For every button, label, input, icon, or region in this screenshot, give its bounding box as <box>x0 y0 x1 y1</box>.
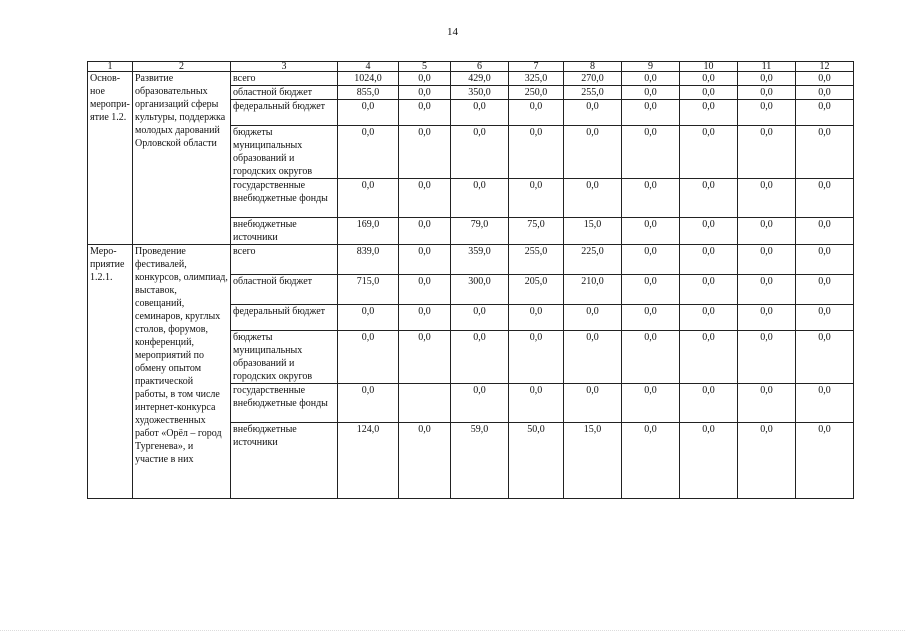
value-cell: 0,0 <box>564 384 622 423</box>
value-cell: 205,0 <box>509 275 564 305</box>
funding-source: внебюджетные источники <box>231 218 338 245</box>
value-cell: 0,0 <box>451 331 509 384</box>
value-cell: 0,0 <box>738 218 796 245</box>
activity-title: Проведение фестивалей, конкурсов, олимпиад, выставок, совещаний, семинаров, круглых столов, форумов, конференций, мероприятий по обмену опытом практической работы, в том числе интернет-конкурса художественных работ «Орёл – город Тургенева», и участие в них <box>133 245 231 499</box>
value-cell: 0,0 <box>680 245 738 275</box>
value-cell: 0,0 <box>399 179 451 218</box>
value-cell: 0,0 <box>399 423 451 499</box>
value-cell: 0,0 <box>680 100 738 126</box>
column-header: 11 <box>738 62 796 72</box>
column-header: 2 <box>133 62 231 72</box>
value-cell: 0,0 <box>399 275 451 305</box>
value-cell: 325,0 <box>509 72 564 86</box>
value-cell: 0,0 <box>738 179 796 218</box>
value-cell: 0,0 <box>738 384 796 423</box>
value-cell: 715,0 <box>338 275 399 305</box>
value-cell: 0,0 <box>680 275 738 305</box>
value-cell: 0,0 <box>564 179 622 218</box>
value-cell: 0,0 <box>509 100 564 126</box>
value-cell: 0,0 <box>738 305 796 331</box>
value-cell: 15,0 <box>564 218 622 245</box>
value-cell: 0,0 <box>680 384 738 423</box>
value-cell: 0,0 <box>796 245 854 275</box>
column-header: 3 <box>231 62 338 72</box>
value-cell: 0,0 <box>338 331 399 384</box>
funding-source: государственные внебюджетные фонды <box>231 179 338 218</box>
activity-code: Меро-приятие 1.2.1. <box>88 245 133 499</box>
value-cell: 0,0 <box>680 126 738 179</box>
value-cell: 0,0 <box>338 384 399 423</box>
value-cell: 0,0 <box>796 218 854 245</box>
value-cell: 255,0 <box>564 86 622 100</box>
value-cell: 0,0 <box>622 100 680 126</box>
column-header: 4 <box>338 62 399 72</box>
table-row <box>88 245 854 275</box>
value-cell: 0,0 <box>399 100 451 126</box>
funding-source: внебюджетные источники <box>231 423 338 499</box>
column-header: 9 <box>622 62 680 72</box>
value-cell: 0,0 <box>622 218 680 245</box>
value-cell: 0,0 <box>509 305 564 331</box>
funding-source: областной бюджет <box>231 275 338 305</box>
value-cell: 0,0 <box>796 86 854 100</box>
page-number: 14 <box>447 26 458 38</box>
value-cell: 429,0 <box>451 72 509 86</box>
value-cell: 1024,0 <box>338 72 399 86</box>
value-cell: 0,0 <box>399 245 451 275</box>
value-cell: 0,0 <box>509 384 564 423</box>
value-cell: 0,0 <box>622 275 680 305</box>
value-cell: 0,0 <box>796 126 854 179</box>
value-cell: 0,0 <box>738 126 796 179</box>
value-cell: 0,0 <box>622 331 680 384</box>
column-header: 8 <box>564 62 622 72</box>
value-cell: 0,0 <box>564 305 622 331</box>
column-header: 12 <box>796 62 854 72</box>
value-cell: 0,0 <box>399 331 451 384</box>
funding-source: всего <box>231 72 338 86</box>
table-row <box>88 72 854 86</box>
activity-title: Развитие образовательных организаций сферы культуры, поддержка молодых дарований Орловской области <box>133 72 231 245</box>
value-cell: 0,0 <box>738 72 796 86</box>
value-cell: 0,0 <box>451 126 509 179</box>
activity-code: Основ-ное меропри-ятие 1.2. <box>88 72 133 245</box>
value-cell: 15,0 <box>564 423 622 499</box>
value-cell: 350,0 <box>451 86 509 100</box>
funding-source: федеральный бюджет <box>231 305 338 331</box>
value-cell: 0,0 <box>738 100 796 126</box>
value-cell: 0,0 <box>451 100 509 126</box>
value-cell: 0,0 <box>680 179 738 218</box>
value-cell: 0,0 <box>451 305 509 331</box>
value-cell: 0,0 <box>622 179 680 218</box>
value-cell: 0,0 <box>796 72 854 86</box>
value-cell: 0,0 <box>680 218 738 245</box>
column-header: 6 <box>451 62 509 72</box>
value-cell: 0,0 <box>509 126 564 179</box>
funding-source: бюджеты муниципальных образований и городских округов <box>231 331 338 384</box>
value-cell: 0,0 <box>680 331 738 384</box>
value-cell: 0,0 <box>509 331 564 384</box>
value-cell: 0,0 <box>622 305 680 331</box>
value-cell: 0,0 <box>796 179 854 218</box>
value-cell: 0,0 <box>738 245 796 275</box>
value-cell: 0,0 <box>451 179 509 218</box>
value-cell: 0,0 <box>622 245 680 275</box>
value-cell: 359,0 <box>451 245 509 275</box>
funding-source: государственные внебюджетные фонды <box>231 384 338 423</box>
value-cell: 79,0 <box>451 218 509 245</box>
value-cell: 255,0 <box>509 245 564 275</box>
value-cell: 124,0 <box>338 423 399 499</box>
value-cell: 300,0 <box>451 275 509 305</box>
value-cell: 0,0 <box>796 275 854 305</box>
value-cell: 250,0 <box>509 86 564 100</box>
value-cell: 0,0 <box>338 305 399 331</box>
value-cell: 0,0 <box>680 305 738 331</box>
funding-source: федеральный бюджет <box>231 100 338 126</box>
value-cell: 0,0 <box>622 72 680 86</box>
value-cell: 0,0 <box>338 126 399 179</box>
value-cell: 0,0 <box>399 218 451 245</box>
column-header: 1 <box>88 62 133 72</box>
value-cell: 270,0 <box>564 72 622 86</box>
value-cell: 0,0 <box>399 86 451 100</box>
funding-source: всего <box>231 245 338 275</box>
value-cell: 0,0 <box>564 331 622 384</box>
value-cell: 0,0 <box>680 86 738 100</box>
value-cell: 210,0 <box>564 275 622 305</box>
value-cell: 0,0 <box>451 384 509 423</box>
value-cell: 75,0 <box>509 218 564 245</box>
value-cell: 0,0 <box>509 179 564 218</box>
value-cell: 855,0 <box>338 86 399 100</box>
scan-artifact-line <box>0 630 905 637</box>
value-cell: 0,0 <box>338 100 399 126</box>
value-cell: 0,0 <box>564 126 622 179</box>
value-cell: 0,0 <box>622 126 680 179</box>
column-header: 5 <box>399 62 451 72</box>
value-cell: 0,0 <box>622 86 680 100</box>
value-cell: 0,0 <box>680 72 738 86</box>
value-cell: 0,0 <box>680 423 738 499</box>
value-cell: 0,0 <box>564 100 622 126</box>
value-cell: 225,0 <box>564 245 622 275</box>
value-cell: 0,0 <box>399 126 451 179</box>
value-cell: 0,0 <box>738 423 796 499</box>
value-cell: 0,0 <box>399 305 451 331</box>
value-cell <box>399 384 451 423</box>
value-cell: 0,0 <box>796 331 854 384</box>
funding-source: областной бюджет <box>231 86 338 100</box>
value-cell: 50,0 <box>509 423 564 499</box>
column-header-row <box>88 62 854 72</box>
column-header: 10 <box>680 62 738 72</box>
value-cell: 0,0 <box>622 384 680 423</box>
value-cell: 0,0 <box>738 275 796 305</box>
budget-table <box>87 61 854 499</box>
value-cell: 0,0 <box>796 423 854 499</box>
value-cell: 0,0 <box>738 86 796 100</box>
value-cell: 0,0 <box>622 423 680 499</box>
value-cell: 59,0 <box>451 423 509 499</box>
value-cell: 0,0 <box>796 100 854 126</box>
value-cell: 0,0 <box>399 72 451 86</box>
value-cell: 839,0 <box>338 245 399 275</box>
value-cell: 0,0 <box>796 305 854 331</box>
value-cell: 0,0 <box>738 331 796 384</box>
value-cell: 0,0 <box>338 179 399 218</box>
value-cell: 0,0 <box>796 384 854 423</box>
value-cell: 169,0 <box>338 218 399 245</box>
column-header: 7 <box>509 62 564 72</box>
funding-source: бюджеты муниципальных образований и городских округов <box>231 126 338 179</box>
